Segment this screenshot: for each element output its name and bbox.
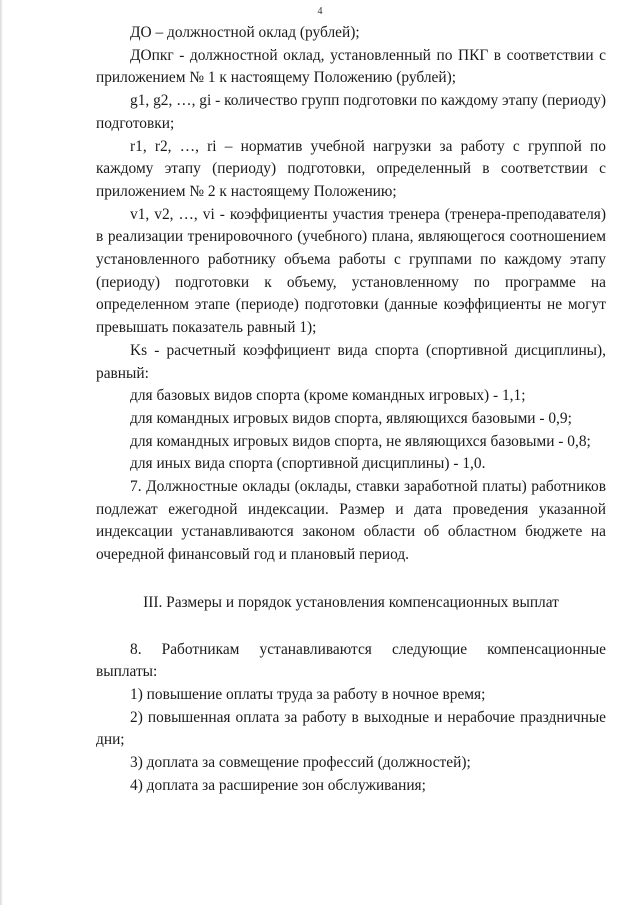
paragraph-7-indexation: 7. Должностные оклады (оклады, ставки заработной платы) работников подлежат ежегодной индексации. Размер и дата проведения указанной индексации устанавливаются законом области об областном бюджете на очередной финансовый год и плановый период. xyxy=(96,478,606,564)
paragraph-ks-team-nonbasic: для командных игровых видов спорта, не являющихся базовыми - 0,8; xyxy=(130,432,591,450)
list-item: 2) повышенная оплата за работу в выходные и нерабочие праздничные дни; xyxy=(96,708,606,749)
paragraph-8-compensation: 8. Работникам устанавливаются следующие компенсационные выплаты: xyxy=(96,640,606,681)
spacer xyxy=(96,567,606,592)
list-item: 3) доплата за совмещение профессий (должностей); xyxy=(130,754,471,772)
paragraph-dopkg: ДОпкг - должностной оклад, установленный по ПКГ в соответствии с приложением № 1 к настоящему Положению (рублей); xyxy=(96,46,606,87)
paragraph-do: ДО – должностной оклад (рублей); xyxy=(130,24,360,41)
paragraph-ks: Ks - расчетный коэффициент вида спорта (спортивной дисциплины), равный: xyxy=(96,341,606,382)
paragraph-ks-team-basic: для командных игровых видов спорта, являющихся базовыми - 0,9; xyxy=(130,409,572,427)
list-item: 1) повышение оплаты труда за работу в ночное время; xyxy=(130,685,486,703)
paragraph-ks-basic: для базовых видов спорта (кроме командных игровых) - 1,1; xyxy=(130,387,526,405)
spacer xyxy=(96,615,606,639)
paragraph-g: g1, g2, …, gi - количество групп подготовки по каждому этапу (периоду) подготовки; xyxy=(96,92,606,132)
list-item: 4) доплата за расширение зон обслуживания; xyxy=(130,776,426,794)
page-edge-shadow xyxy=(0,0,3,905)
paragraph-ks-other: для иных вида спорта (спортивной дисциплины) - 1,0. xyxy=(130,455,486,473)
section-heading: III. Размеры и порядок установления компенсационных выплат xyxy=(143,593,559,611)
page-number: 4 xyxy=(317,6,323,17)
document-body xyxy=(96,22,606,798)
paragraph-r: r1, r2, …, ri – норматив учебной нагрузки за работу с группой по каждому этапу (периоду) подготовки, определенный в соответствии с приложением № 2 к настоящему Положению; xyxy=(96,137,606,200)
paragraph-v: v1, v2, …, vi - коэффициенты участия тренера (тренера-преподавателя) в реализации тренировочного (учебного) плана, являющегося соотношением установленного работнику объема работы с группами по каждому этапу (периоду) подготовки к объему, установленному по программе на определенном этапе (периоде) подготовки (данные коэффициенты не могут превышать показатель равный 1); xyxy=(96,205,606,337)
